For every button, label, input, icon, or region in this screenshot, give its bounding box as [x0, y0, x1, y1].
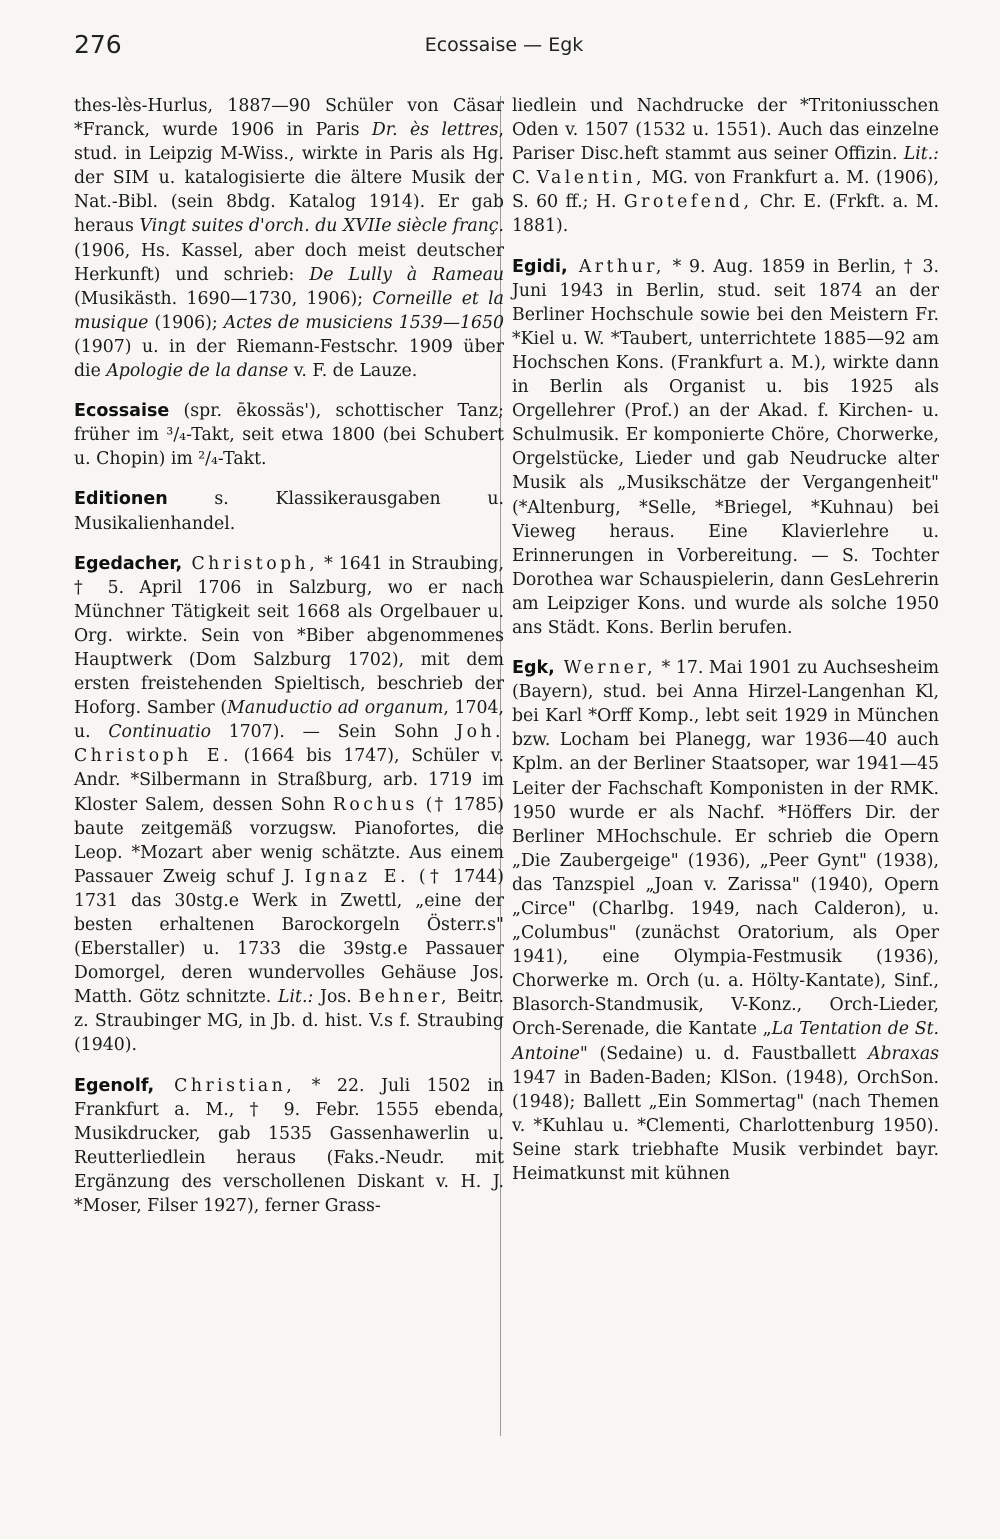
right-column [512, 94, 939, 1186]
left-column [74, 94, 504, 1218]
headword: Ecossaise [74, 401, 170, 422]
entry-editionen: Editionen s. Klassikerausgaben u. Musikalienhandel. [74, 489, 504, 534]
entry-egidi: Egidi, Arthur, * 9. Aug. 1859 in Berlin, † 3. Juni 1943 in Berlin, stud. seit 1874 an der Berliner Hochschule sowie bei den Meistern Fr. *Kiel u. W. *Taubert, unterrichtete 1885—92 am Hochschen Kons. (Frankfurt a. M.), wirkte dann in Berlin als Organist u. bis 1925 als Orgellehrer (Prof.) an der Akad. f. Kirchen- u. Schulmusik. Er komponierte Chöre, Chorwerke, Orgelstücke, Lieder und gab Neudrucke alter Musik als „Musikschätze der Vergangenheit" (*Altenburg, *Selle, *Briegel, *Kuhnau) bei Vieweg heraus. Eine Klavierlehre u. Erinnerungen in Vorbereitung. — S. Tochter Dorothea war Schauspielerin, dann GesLehrerin am Leipziger Kons. und wurde als solche 1950 ans Städt. Kons. Berlin berufen. [512, 256, 939, 638]
headword: Egidi, [512, 256, 568, 277]
headword: Editionen [74, 489, 168, 510]
entry-ecossaise: Ecossaise (spr. ēkossäs'), schottischer Tanz; früher im ³/₄-Takt, seit etwa 1800 (bei Schubert u. Chopin) im ²/₄-Takt. [74, 401, 504, 470]
entry-egedacher: Egedacher, Christoph, * 1641 in Straubing, † 5. April 1706 in Salzburg, wo er nach Münchner Tätigkeit seit 1668 als Orgelbauer u. Org. wirkte. Sein von *Biber abgenommenes Hauptwerk (Dom Salzburg 1702), mit dem ersten freistehenden Spieltisch, beschrieb der Hoforg. Samber (Manuductio ad organum, 1704, u. Continuatio 1707). — Sein Sohn Joh. Christoph E. (1664 bis 1747), Schüler v. Andr. *Silbermann in Straßburg, arb. 1719 im Kloster Salem, dessen Sohn Rochus († 1785) baute zeitgemäß vorzugsw. Pianofortes, die Leop. *Mozart aber wenig schätzte. Aus einem Passauer Zweig schuf J. Ignaz E. († 1744) 1731 das 30stg.e Werk in Zwettl, „eine der besten erhaltenen Barockorgeln Österr.s" (Eberstaller) u. 1733 die 39stg.e Passauer Domorgel, deren wundervolles Gehäuse Jos. Matth. Götz schnitzte. Lit.: Jos. Behner, Beitr. z. Straubinger MG, in Jb. d. hist. V.s f. Straubing (1940). [74, 553, 505, 1056]
headword: Egedacher, [74, 553, 183, 574]
entry-continuation-right: liedlein und Nachdrucke der *Tritoniusschen Oden v. 1507 (1532 u. 1551). Auch das einzelne Pariser Disc.heft stammt aus seiner Offizin. Lit.: C. Valentin, MG. von Frankfurt a. M. (1906), S. 60 ff.; H. Grotefend, Chr. E. (Frkft. a. M. 1881). [512, 96, 939, 237]
headword: Egk, [512, 658, 555, 679]
entry-continuation-left: thes-lès-Hurlus, 1887—90 Schüler von Cäsar *Franck, wurde 1906 in Paris Dr. ès lettres, stud. in Leipzig M-Wiss., wirkte in Paris als Hg. der SIM u. katalogisierte die ältere Musik der Nat.-Bibl. (sein 8bdg. Katalog 1914). Er gab heraus Vingt suites d'orch. du XVIIe siècle franç. (1906, Hs. Kassel, aber doch meist deutscher Herkunft) und schrieb: De Lully à Rameau (Musikästh. 1690—1730, 1906); Corneille et la musique (1906); Actes de musiciens 1539—1650 (1907) u. in der Riemann-Festschr. 1909 über die Apologie de la danse v. F. de Lauze. [74, 96, 504, 382]
running-head: Ecossaise — Egk [424, 34, 584, 56]
page-number: 276 [74, 30, 122, 59]
page-header [74, 30, 934, 70]
entry-egk: Egk, Werner, * 17. Mai 1901 zu Auchsesheim (Bayern), stud. bei Anna Hirzel-Langenhan Kl, bei Karl *Orff Komp., lebt seit 1929 in München bzw. Locham bei Planegg, war 1936—40 auch Kplm. an der Berliner Staatsoper, war 1941—45 Leiter der Fachschaft Komponisten in der RMK. 1950 wurde er als Nachf. *Höffers Dir. der Berliner MHochschule. Er schrieb die Opern „Die Zaubergeige" (1936), „Peer Gynt" (1938), das Tanzspiel „Joan v. Zarissa" (1940), Opern „Circe" (Charlbg. 1949, nach Calderon), u. „Columbus" (zunächst Oratorium, als Oper 1941), eine Olympia-Festmusik (1936), Chorwerke m. Orch (u. a. Hölty-Kantate), Sinf., Blasorch-Standmusik, V-Konz., Orch-Lieder, Orch-Serenade, die Kantate „La Tentation de St. Antoine" (Sedaine) u. d. Faustballett Abraxas 1947 in Baden-Baden; KlSon. (1948), OrchSon. (1948); Ballett „Ein Sommertag" (nach Themen v. *Kuhlau u. *Clementi, Charlottenburg 1950). Seine stark triebhafte Musik verbindet bayr. Heimatkunst mit kühnen [512, 658, 940, 1185]
entry-egenolf: Egenolf, Christian, * 22. Juli 1502 in Frankfurt a. M., † 9. Febr. 1555 ebenda, Musikdrucker, gab 1535 Gassenhawerlin u. Reutterliedlein heraus (Faks.-Neudr. mit Ergänzung des verschollenen Diskant v. H. J. *Moser, Filser 1927), ferner Grass- [74, 1075, 504, 1217]
headword: Egenolf, [74, 1075, 155, 1096]
